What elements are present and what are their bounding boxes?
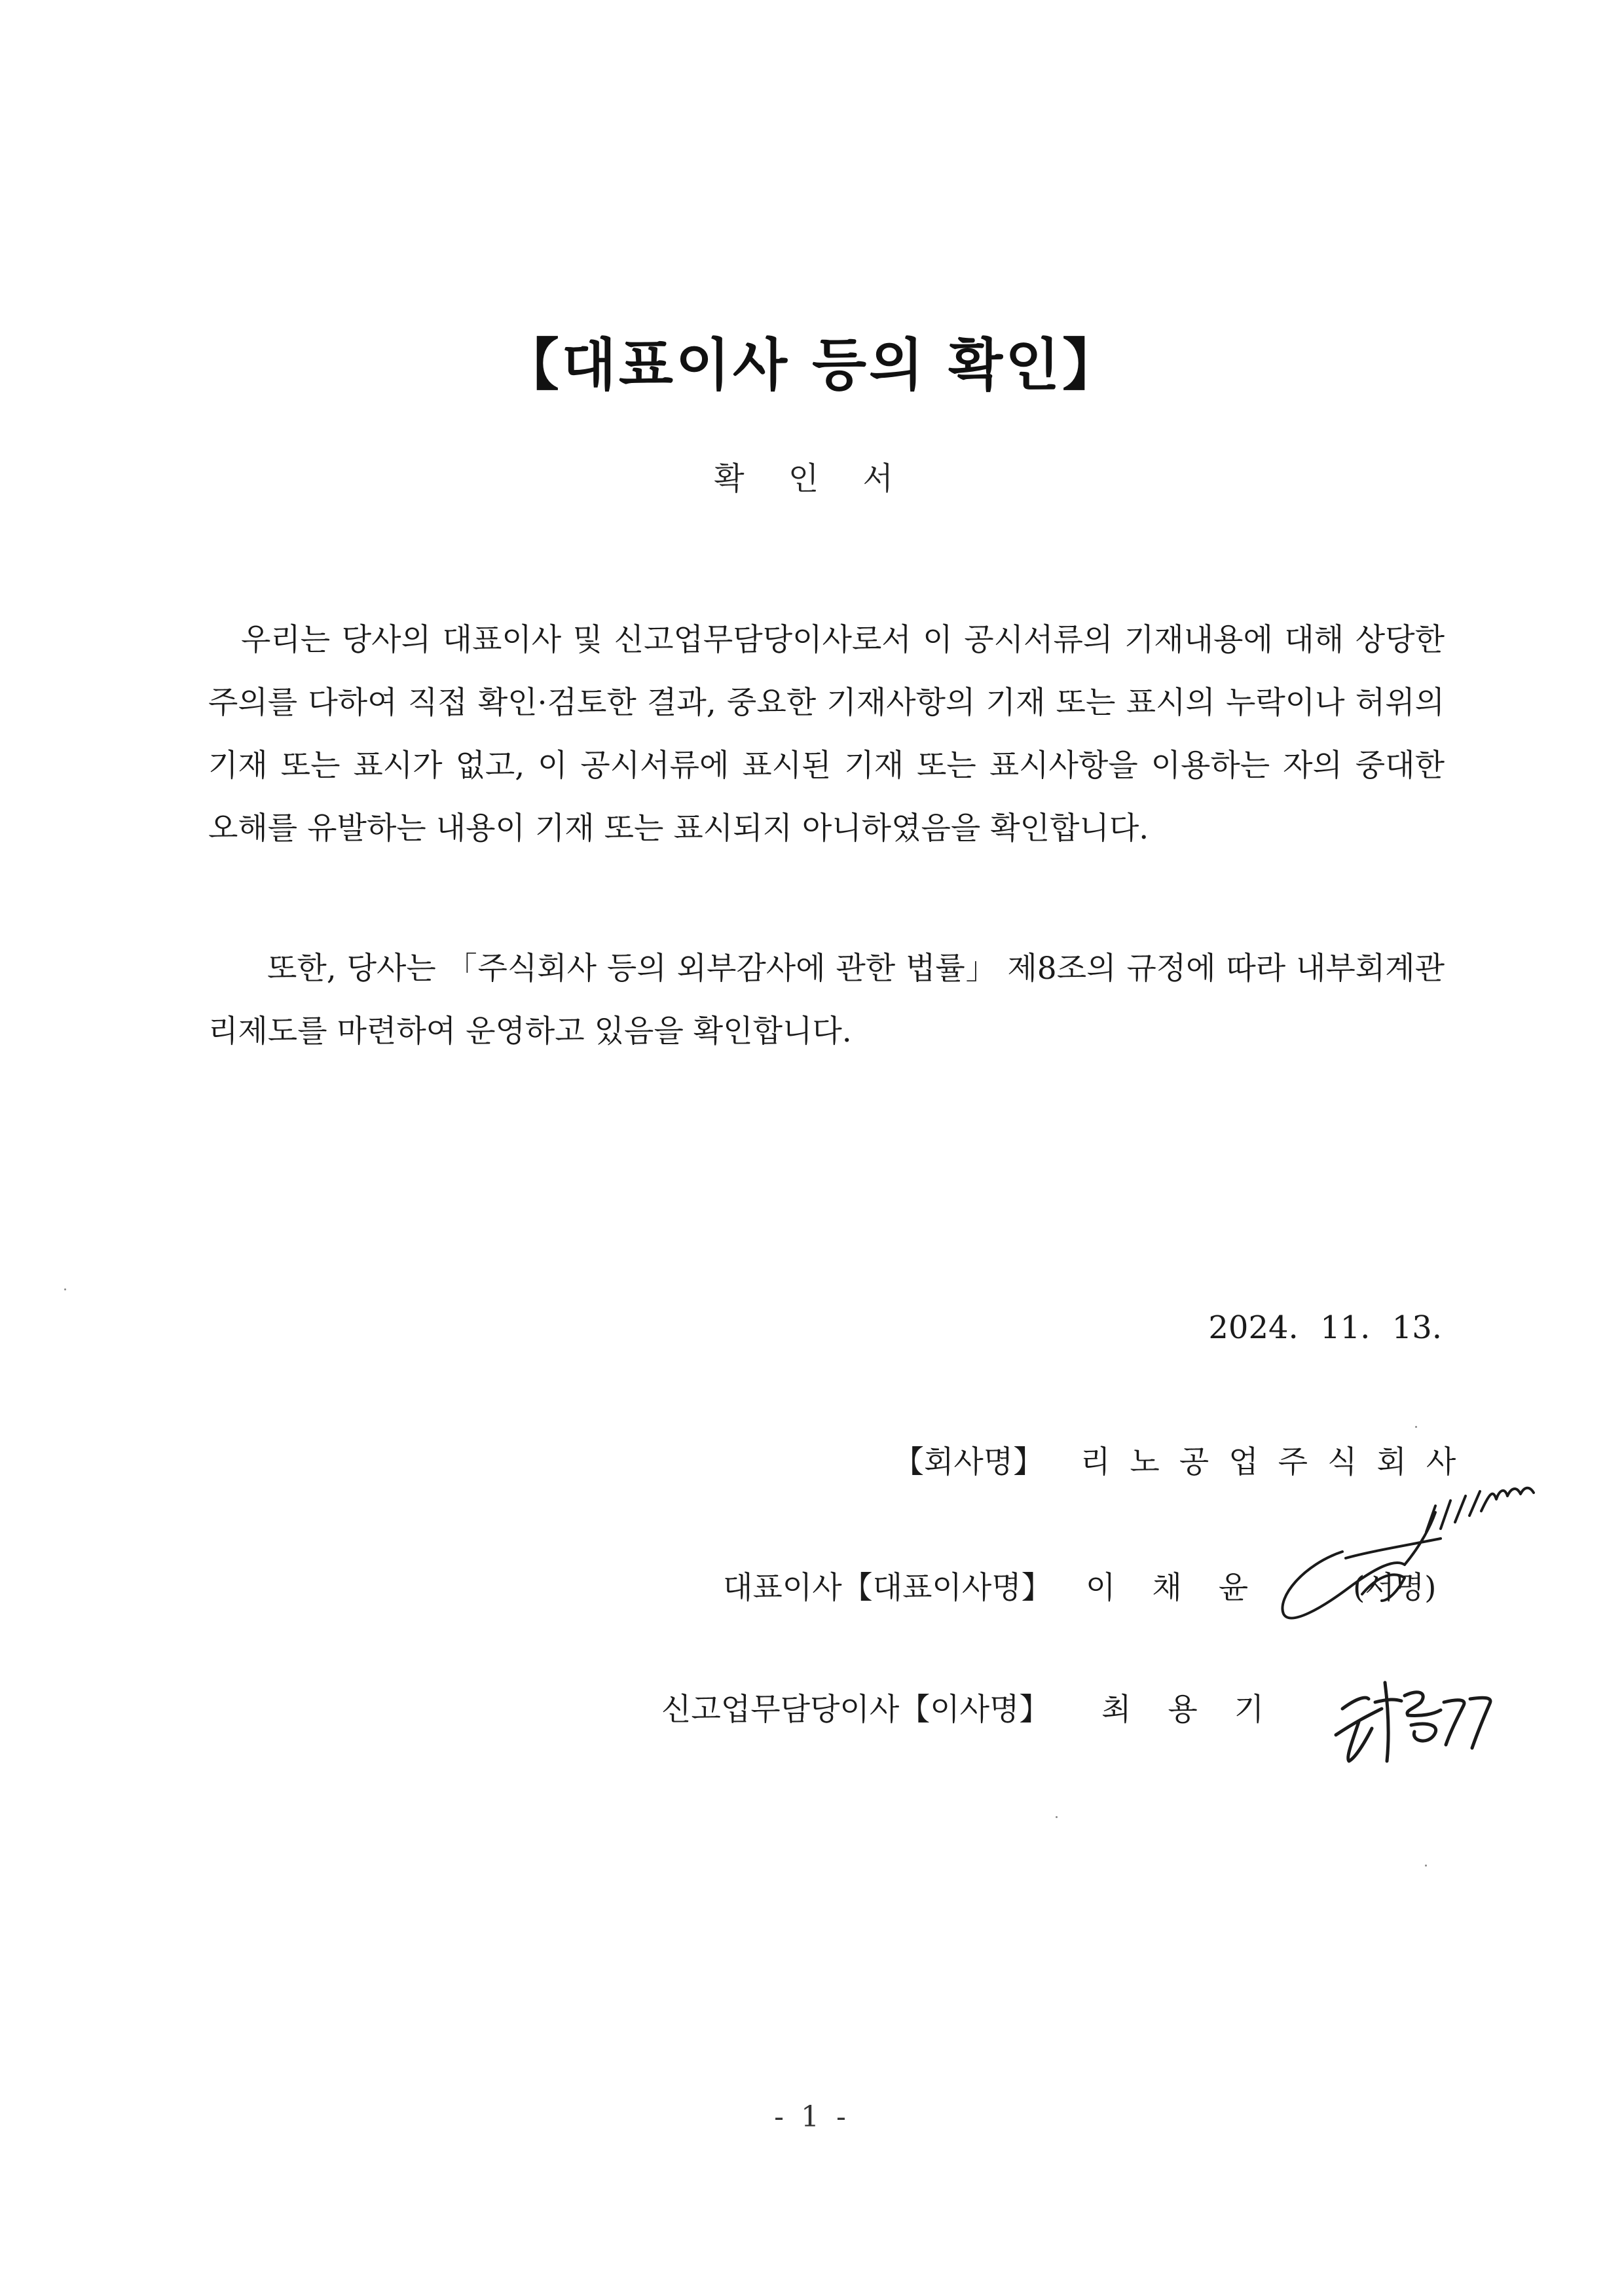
scan-speck: [1056, 1816, 1058, 1818]
cfo-handwritten-signature: [1329, 1663, 1506, 1774]
confirmation-paragraph-1: 우리는 당사의 대표이사 및 신고업무담당이사로서 이 공시서류의 기재내용에 대해 상당한 주의를 다하여 직접 확인·검토한 결과, 중요한 기재사항의 기재 또는 표시의 누락이나 허위의 기재 또는 표시가 없고, 이 공시서류에 표시된 기재 또는 표시사항을 이용하는 자의 중대한 오해를 유발하는 내용이 기재 또는 표시되지 아니하였음을 확인합니다.: [208, 622, 1445, 847]
scan-speck: [64, 1288, 66, 1290]
scan-speck: [1425, 1865, 1427, 1867]
document-date: 2024. 11. 13.: [1208, 1309, 1442, 1346]
ceo-handwritten-signature: [1264, 1460, 1559, 1656]
document-title: 【대표이사 등의 확인】: [502, 333, 1122, 398]
company-label: 【회사명】: [893, 1444, 1044, 1480]
ceo-role-label: 대표이사【대표이사명】: [723, 1570, 1052, 1606]
scan-speck: [1415, 1426, 1417, 1428]
ceo-name: 이채윤: [1086, 1570, 1285, 1606]
ceo-signature-mark-label: (서명): [1353, 1570, 1437, 1606]
confirmation-paragraph-2: 또한, 당사는 「주식회사 등의 외부감사에 관한 법률」 제8조의 규정에 따라 내부회계관리제도를 마련하여 운영하고 있음을 확인합니다.: [208, 951, 1445, 1049]
cfo-name: 최용기: [1101, 1692, 1301, 1728]
document-subtitle: 확 인 서: [714, 460, 910, 497]
page-number: - 1 -: [774, 2100, 850, 2134]
company-name: 리노공업주식회사: [1080, 1444, 1476, 1480]
cfo-role-label: 신고업무담당이사【이사명】: [661, 1692, 1050, 1728]
